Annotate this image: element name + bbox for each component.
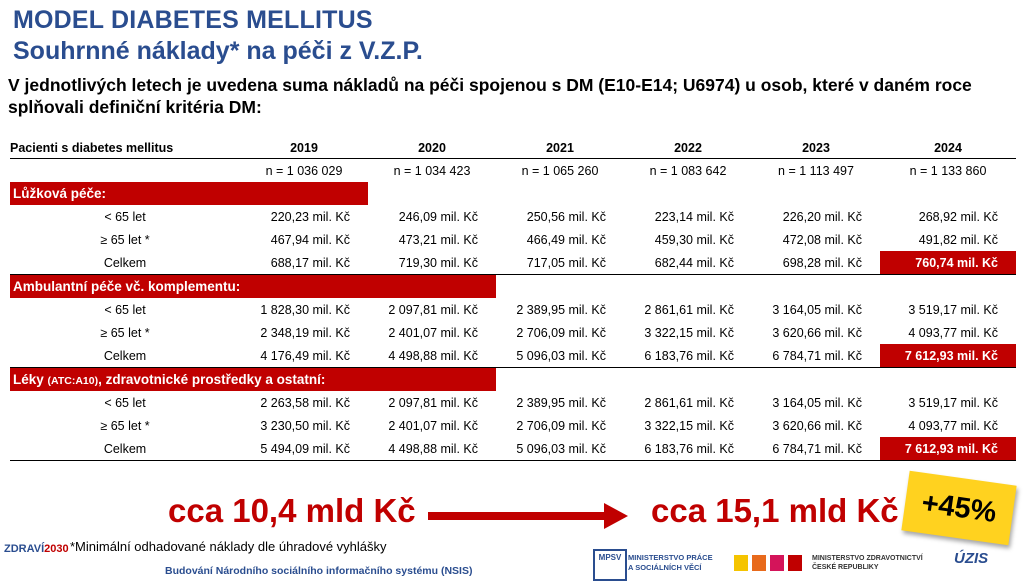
table-row-total — [10, 437, 1016, 461]
cell-value: 2 861,61 mil. Kč — [644, 395, 734, 410]
section-title-atc: (ATC:A10) — [47, 375, 99, 387]
cell-value: 2 389,95 mil. Kč — [516, 302, 606, 317]
table-row — [10, 414, 1016, 437]
year-header: 2019 — [240, 138, 368, 159]
cell-value: 719,30 mil. Kč — [368, 251, 496, 275]
cell-value: 4 176,49 mil. Kč — [240, 344, 368, 368]
cell-value: 3 164,05 mil. Kč — [772, 302, 862, 317]
cell-value: 2 861,61 mil. Kč — [644, 302, 734, 317]
mpsv-logo-text — [628, 553, 713, 573]
cell-value: 2 389,95 mil. Kč — [516, 395, 606, 410]
mpsv-logo: MPSV — [593, 549, 627, 581]
cell-value: 3 322,15 mil. Kč — [644, 418, 734, 433]
highlighted-total-cell: 7 612,93 mil. Kč — [880, 344, 1016, 368]
zdravi-word: ZDRAVÍ — [4, 543, 45, 555]
cell-value: 4 498,88 mil. Kč — [368, 437, 496, 461]
section-header-outpatient: Ambulantní péče vč. komplementu: — [10, 275, 496, 299]
page-subtitle: Souhrnné náklady* na péči z V.Z.P. — [13, 37, 423, 65]
cell-value: 5 494,09 mil. Kč — [240, 437, 368, 461]
cell-value: 226,20 mil. Kč — [782, 209, 862, 224]
cell-value: 2 401,07 mil. Kč — [388, 418, 478, 433]
cell-value: 5 096,03 mil. Kč — [496, 344, 624, 368]
table-row-total — [10, 344, 1016, 368]
year-header: 2023 — [752, 138, 880, 159]
patient-count: n = 1 113 497 — [778, 163, 854, 178]
cell-value: 688,17 mil. Kč — [240, 251, 368, 275]
cell-value: 250,56 mil. Kč — [526, 209, 606, 224]
cell-value: 472,08 mil. Kč — [782, 232, 862, 247]
zdravi2030-logo — [4, 543, 69, 555]
cell-value: 3 519,17 mil. Kč — [908, 302, 998, 317]
highlighted-total-cell: 760,74 mil. Kč — [880, 251, 1016, 275]
cell-value: 4 498,88 mil. Kč — [368, 344, 496, 368]
cell-value: 2 401,07 mil. Kč — [388, 325, 478, 340]
cell-value: 2 348,19 mil. Kč — [260, 325, 350, 340]
footer-project-name: Budování Národního sociálního informačního systému (NSIS) — [165, 565, 473, 577]
patient-count: n = 1 133 860 — [909, 163, 987, 178]
summary-total-2024: cca 15,1 mld Kč — [651, 492, 899, 529]
cell-value: 2 706,09 mil. Kč — [516, 418, 606, 433]
cell-value: 3 230,50 mil. Kč — [260, 418, 350, 433]
section-header-drugs — [10, 368, 496, 392]
mz-logo-text — [812, 554, 923, 572]
cell-value: 2 097,81 mil. Kč — [388, 395, 478, 410]
row-label: < 65 let — [104, 395, 146, 410]
row-label: Celkem — [10, 251, 240, 275]
row-label: ≥ 65 let * — [100, 418, 150, 433]
cell-value: 3 519,17 mil. Kč — [908, 395, 998, 410]
row-label: Celkem — [10, 344, 240, 368]
year-header: 2022 — [624, 138, 752, 159]
table-row — [10, 205, 1016, 228]
cell-value: 220,23 mil. Kč — [270, 209, 350, 224]
table-header-label: Pacienti s diabetes mellitus — [10, 138, 240, 159]
cell-value: 4 093,77 mil. Kč — [908, 418, 998, 433]
footnote: *Minimální odhadované náklady dle úhradové vyhlášky — [70, 539, 387, 554]
section-title-main: Léky — [13, 372, 48, 387]
cell-value: 3 164,05 mil. Kč — [772, 395, 862, 410]
patient-count: n = 1 065 260 — [521, 163, 599, 178]
patient-count: n = 1 036 029 — [265, 163, 343, 178]
cell-value: 223,14 mil. Kč — [654, 209, 734, 224]
mz-logo-icon — [734, 551, 806, 575]
year-header: 2021 — [496, 138, 624, 159]
cell-value: 3 620,66 mil. Kč — [772, 418, 862, 433]
table-row — [10, 321, 1016, 344]
mz-line2: ČESKÉ REPUBLIKY — [812, 564, 879, 571]
table-row — [10, 228, 1016, 251]
patient-count: n = 1 083 642 — [649, 163, 727, 178]
cell-value: 3 322,15 mil. Kč — [644, 325, 734, 340]
table-row — [10, 391, 1016, 414]
year-header: 2024 — [880, 138, 1016, 159]
section-title-rest: , zdravotnické prostředky a ostatní: — [98, 372, 326, 387]
highlighted-total-cell: 7 612,93 mil. Kč — [880, 437, 1016, 461]
cell-value: 717,05 mil. Kč — [496, 251, 624, 275]
growth-badge: +45% — [901, 471, 1016, 545]
cost-table — [10, 138, 1016, 461]
cell-value: 2 097,81 mil. Kč — [388, 302, 478, 317]
row-label: < 65 let — [104, 302, 146, 317]
arrow-right-icon — [428, 503, 628, 529]
cell-value: 473,21 mil. Kč — [398, 232, 478, 247]
section-header-inpatient: Lůžková péče: — [10, 182, 368, 205]
page-title: MODEL DIABETES MELLITUS — [13, 6, 373, 34]
uzis-logo: ÚZIS — [954, 550, 989, 567]
cell-value: 2 263,58 mil. Kč — [260, 395, 350, 410]
cell-value: 6 784,71 mil. Kč — [752, 344, 880, 368]
cell-value: 6 784,71 mil. Kč — [752, 437, 880, 461]
cell-value: 268,92 mil. Kč — [918, 209, 998, 224]
cell-value: 246,09 mil. Kč — [398, 209, 478, 224]
intro-text: V jednotlivých letech je uvedena suma nákladů na péči spojenou s DM (E10-E14; U6974) u osob, které v daném roce splňovali definiční kritéria DM: — [8, 75, 972, 117]
table-row-total — [10, 251, 1016, 275]
cell-value: 2 706,09 mil. Kč — [516, 325, 606, 340]
mz-line1: MINISTERSTVO ZDRAVOTNICTVÍ — [812, 555, 923, 562]
mpsv-line2: A SOCIÁLNÍCH VĚCÍ — [628, 563, 702, 572]
cell-value: 6 183,76 mil. Kč — [624, 344, 752, 368]
row-label: ≥ 65 let * — [100, 325, 150, 340]
cell-value: 459,30 mil. Kč — [654, 232, 734, 247]
row-label: ≥ 65 let * — [100, 232, 150, 247]
cell-value: 682,44 mil. Kč — [624, 251, 752, 275]
cell-value: 6 183,76 mil. Kč — [624, 437, 752, 461]
zdravi-year: 2030 — [44, 543, 69, 555]
year-header: 2020 — [368, 138, 496, 159]
summary-total-2019: cca 10,4 mld Kč — [168, 492, 416, 529]
cell-value: 467,94 mil. Kč — [270, 232, 350, 247]
row-label: Celkem — [10, 437, 240, 461]
table-row — [10, 298, 1016, 321]
cell-value: 466,49 mil. Kč — [526, 232, 606, 247]
patient-count: n = 1 034 423 — [393, 163, 471, 178]
cell-value: 698,28 mil. Kč — [752, 251, 880, 275]
mpsv-line1: MINISTERSTVO PRÁCE — [628, 553, 713, 562]
cell-value: 491,82 mil. Kč — [918, 232, 998, 247]
row-label: < 65 let — [104, 209, 146, 224]
cell-value: 4 093,77 mil. Kč — [908, 325, 998, 340]
cell-value: 3 620,66 mil. Kč — [772, 325, 862, 340]
cell-value: 5 096,03 mil. Kč — [496, 437, 624, 461]
cell-value: 1 828,30 mil. Kč — [260, 302, 350, 317]
